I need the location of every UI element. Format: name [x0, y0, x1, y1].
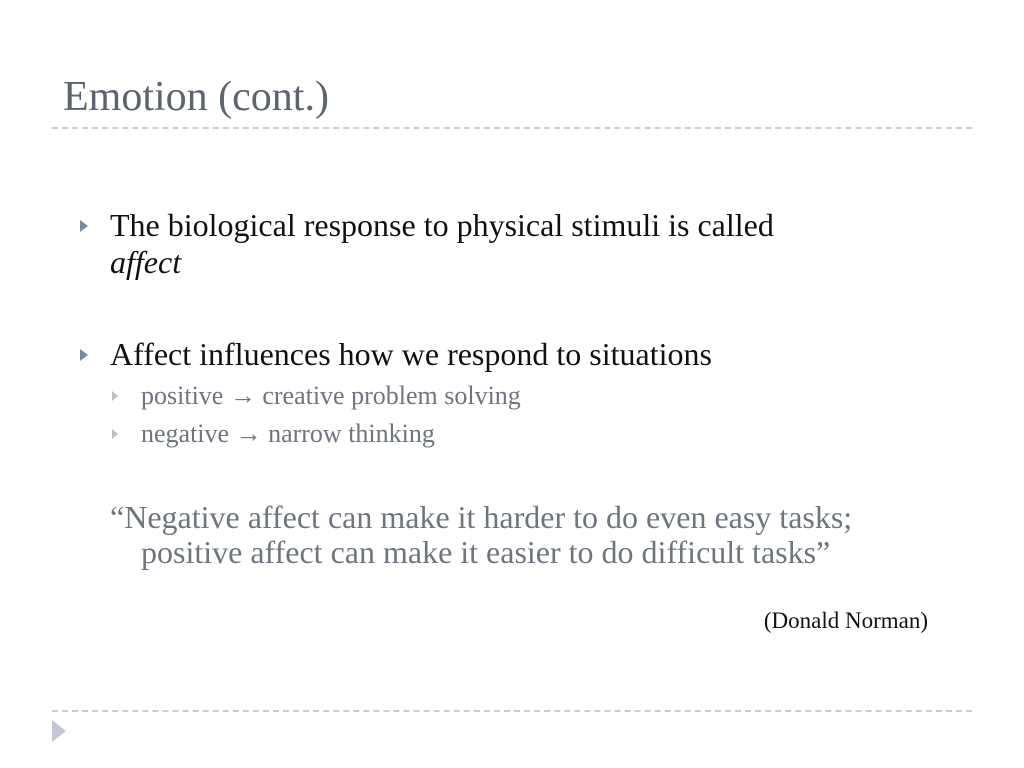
sub-bullet-negative: negative → narrow thinking [141, 419, 435, 448]
norman-quote: “Negative affect can make it harder to do even easy tasks; positive affect can make it easier to do difficult tasks” [110, 499, 853, 570]
bullet-1-text: The biological response to physical stimuli is called [110, 207, 774, 243]
sub-bullet-triangle-icon [112, 429, 118, 439]
footer-divider [52, 710, 972, 712]
bullet-item-1 [110, 207, 910, 281]
quote-attribution: (Donald Norman) [763, 608, 928, 633]
next-slide-arrow-icon[interactable] [52, 720, 66, 742]
bullet-triangle-icon [80, 220, 88, 232]
bullet-triangle-icon [80, 349, 88, 361]
title-divider [52, 127, 972, 129]
sub-bullet-positive: positive → creative problem solving [141, 381, 521, 410]
bullet-1-emphasis: affect [110, 244, 182, 280]
sub-bullet-triangle-icon [112, 391, 118, 401]
bullet-item-2: Affect influences how we respond to situations [110, 336, 712, 372]
slide-title: Emotion (cont.) [63, 74, 329, 120]
